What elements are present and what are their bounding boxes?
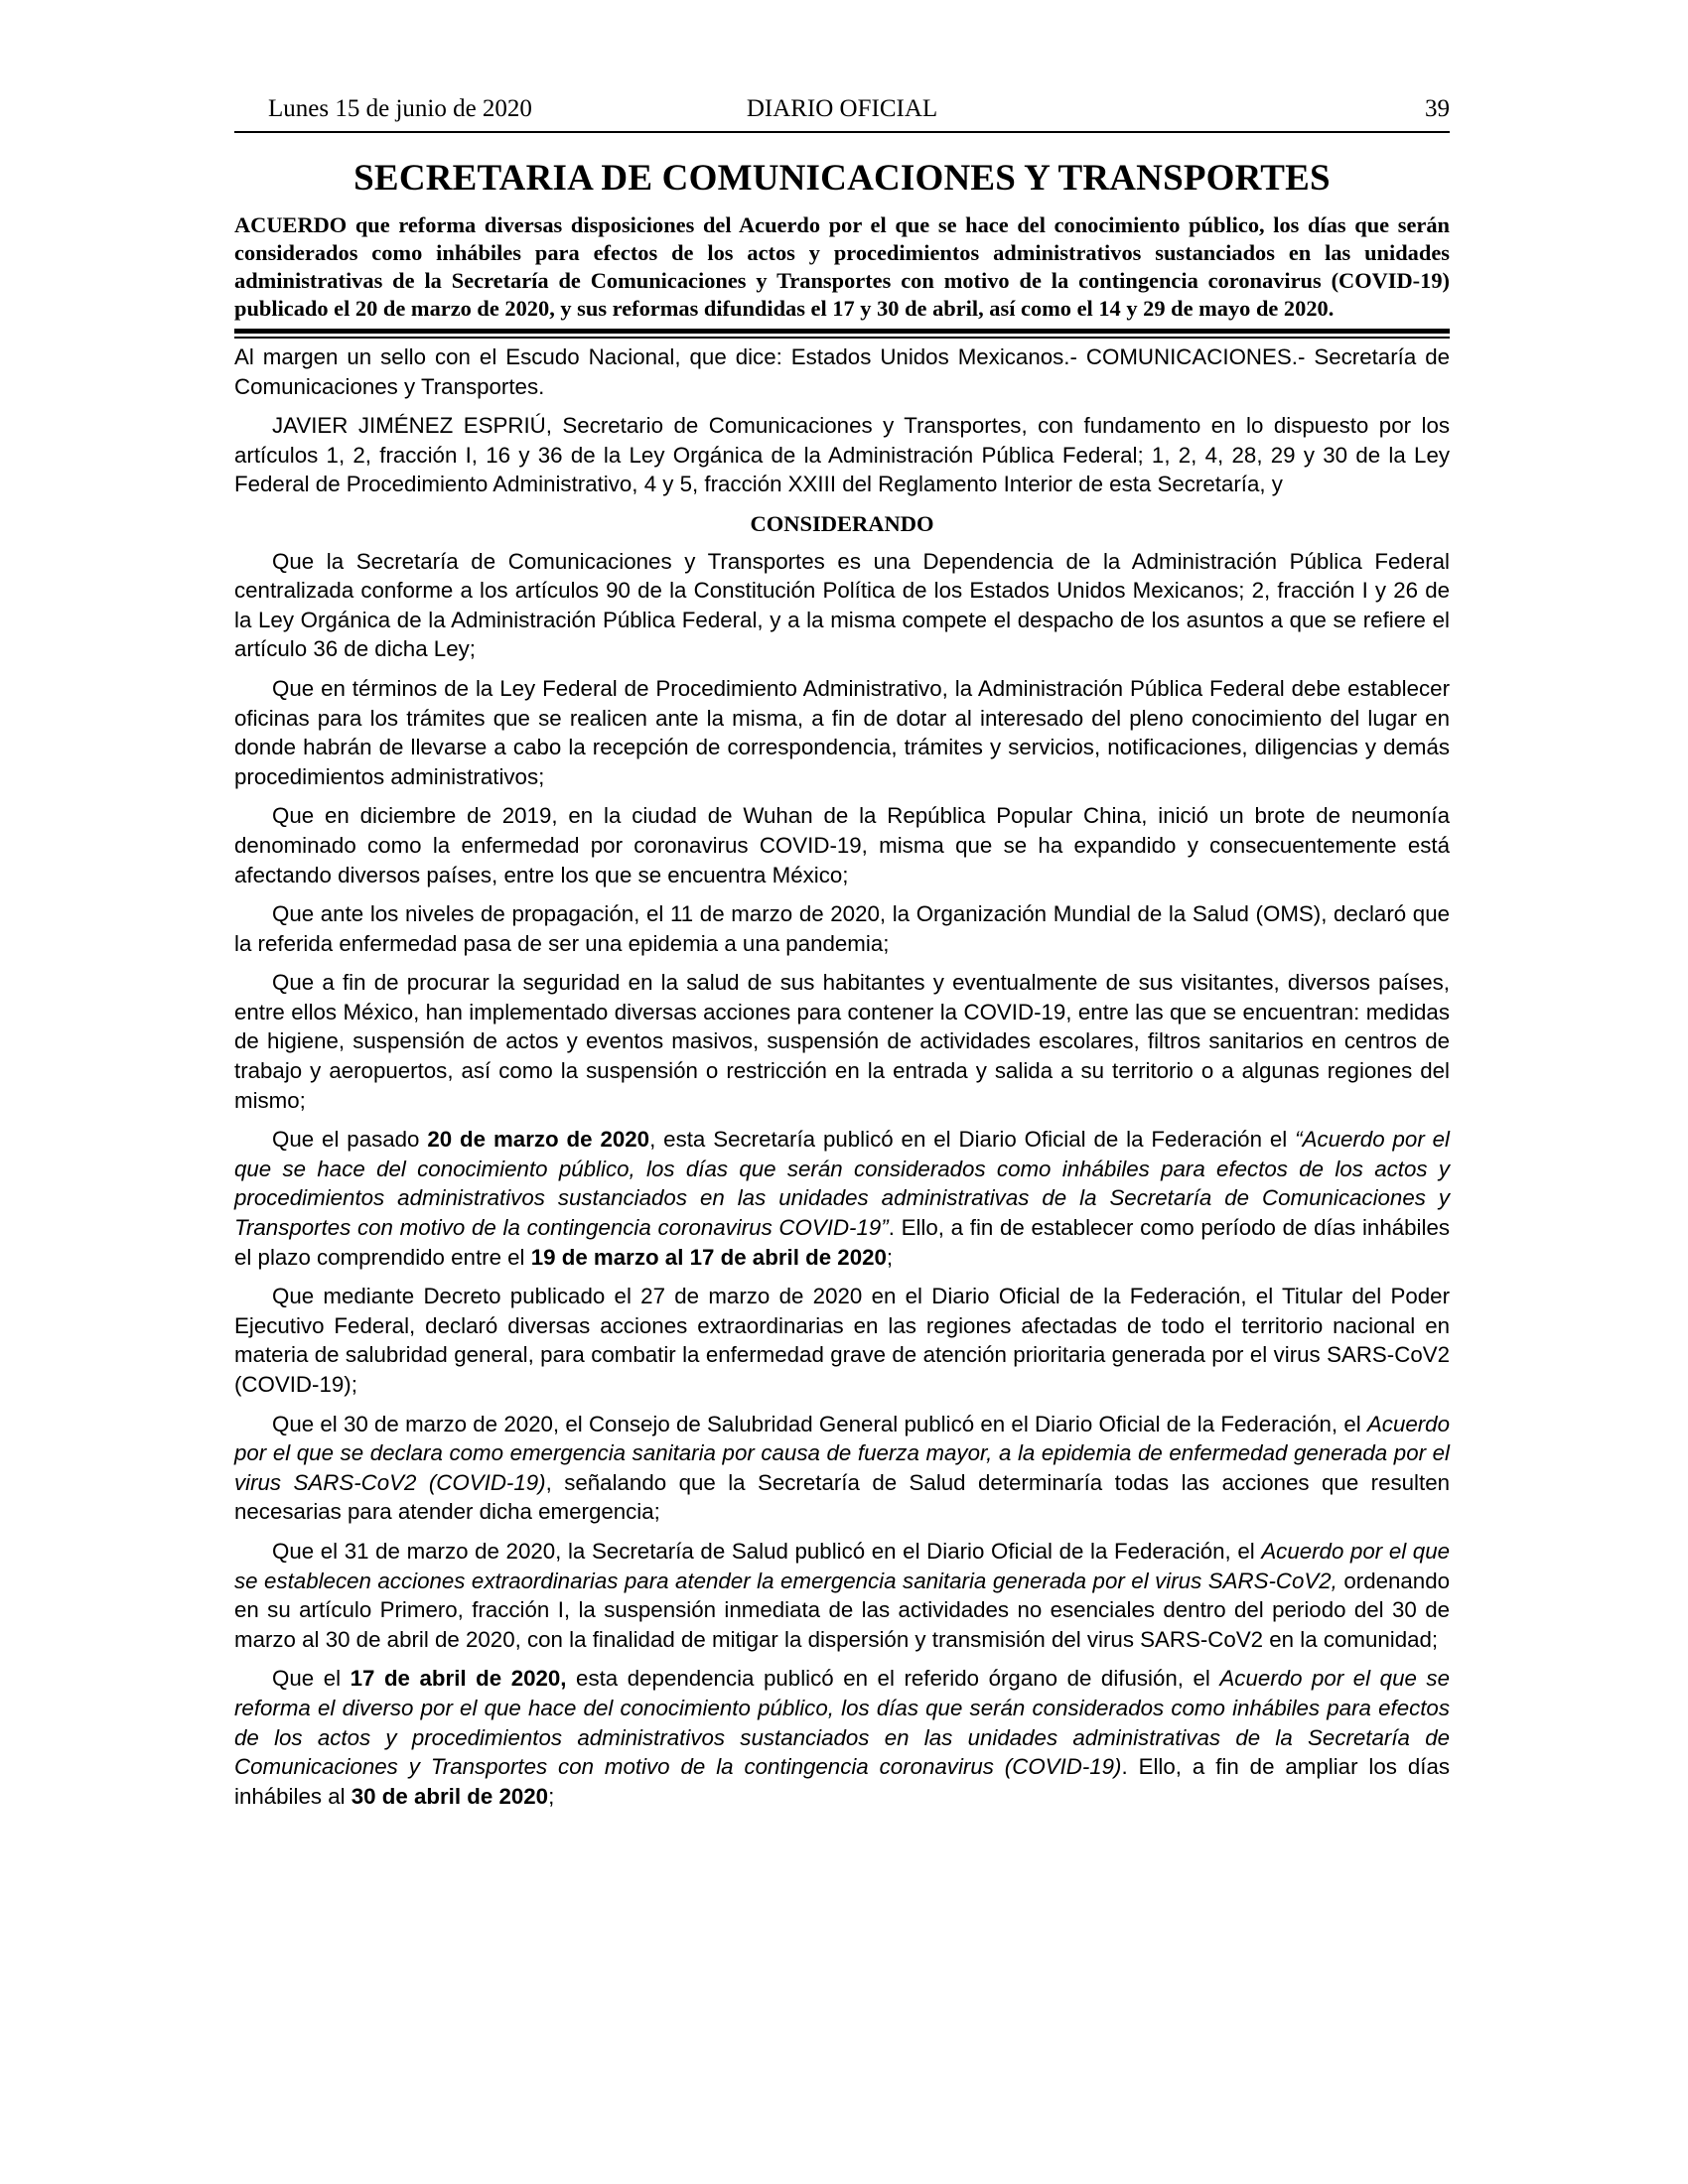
divider-thin — [234, 337, 1450, 339]
p6-text-g: ; — [886, 1244, 894, 1270]
p9-agreement-title: Acuerdo por el que se establecen acciones extraordinarias para atender la emergencia sanitaria generada por el virus SARS-CoV2, — [234, 1538, 1450, 1593]
p9-text-c: ordenando en su artículo Primero, fracción I, la suspensión inmediata de las actividades no esenciales dentro del periodo del 30 de marzo al 30 de abril de 2020, con la finalidad de mitigar la dispersión y transmisión del virus SARS-CoV2 en la comunidad; — [234, 1568, 1450, 1652]
p8-text-c: , señalando que la Secretaría de Salud determinaría todas las acciones que resulten necesarias para atender dicha emergencia; — [234, 1469, 1450, 1525]
p10-agreement-title: Acuerdo por el que se reforma el diverso por el que hace del conocimiento público, los días que serán considerados como inhábiles para efectos de los actos y procedimientos administrativos sustanciados en las unidades administrativas de la Secretaría de Comunicaciones y Transportes con motivo de la contingencia coronavirus (COVID-19) — [234, 1666, 1450, 1780]
p6-period-bold: 19 de marzo al 17 de abril de 2020 — [530, 1244, 887, 1270]
header-publication: DIARIO OFICIAL — [746, 95, 938, 122]
paragraph-10 — [234, 1664, 1450, 1811]
paragraph-2: Que en términos de la Ley Federal de Procedimiento Administrativo, la Administración Pública Federal debe establecer oficinas para los trámites que se realicen ante la misma, a fin de dotar al interesado del pleno conocimiento del lugar en donde habrán de llevarse a cabo la recepción de correspondencia, trámites y servicios, notificaciones, diligencias y demás procedimientos administrativos; — [234, 675, 1450, 789]
p6-text-e: . Ello, a fin de establecer como período de días inhábiles el plazo comprendido entre el — [234, 1215, 1450, 1270]
p6-date-bold: 20 de marzo de 2020 — [427, 1127, 650, 1153]
department-title: SECRETARIA DE COMUNICACIONES Y TRANSPORTES — [353, 158, 1331, 199]
paragraph-6 — [234, 1125, 1450, 1272]
document-body — [234, 342, 1450, 1811]
p8-text-a: Que el 30 de marzo de 2020, el Consejo de Salubridad General publicó en el Diario Oficial de la Federación, el — [272, 1411, 1367, 1436]
paragraph-9 — [234, 1537, 1450, 1654]
header-date: Lunes 15 de junio de 2020 — [268, 95, 532, 122]
considerando-heading: CONSIDERANDO — [750, 510, 934, 536]
paragraph-5: Que a fin de procurar la seguridad en la salud de sus habitantes y eventualmente de sus visitantes, diversos países, entre ellos México, han implementado diversas acciones para contener la COVID-19, entre las que se encuentran: medidas de higiene, suspensión de actos y eventos masivos, suspensión de actividades escolares, filtros sanitarios en centros de trabajo y aeropuertos, así como la suspensión o restricción en la entrada y salida a su territorio o a algunas regiones del mismo; — [234, 970, 1450, 1113]
p6-text-c: , esta Secretaría publicó en el Diario Oficial de la Federación el — [649, 1127, 1296, 1153]
p10-text-e: . Ello, a fin de ampliar los días inhábiles al — [234, 1754, 1450, 1809]
paragraph-8 — [234, 1410, 1450, 1527]
paragraph-3: Que en diciembre de 2019, en la ciudad de Wuhan de la República Popular China, inició un brote de neumonía denominado como la enfermedad por coronavirus COVID-19, misma que se ha expandido y consecuentemente está afectando diversos países, entre los que se encuentra México; — [234, 803, 1450, 887]
p10-text-a: Que el — [272, 1666, 351, 1692]
p9-text-a: Que el 31 de marzo de 2020, la Secretaría de Salud publicó en el Diario Oficial de la Federación, el — [272, 1538, 1262, 1564]
p10-text-g: ; — [548, 1783, 555, 1809]
paragraph-4: Que ante los niveles de propagación, el 11 de marzo de 2020, la Organización Mundial de la Salud (OMS), declaró que la referida enfermedad pasa de ser una epidemia a una pandemia; — [234, 901, 1450, 956]
p10-date-bold: 17 de abril de 2020, — [350, 1666, 567, 1692]
header-page-number: 39 — [1425, 95, 1450, 122]
paragraph-1: Que la Secretaría de Comunicaciones y Transportes es una Dependencia de la Administración Pública Federal centralizada conforme a los artículos 90 de la Constitución Política de los Estados Unidos Mexicanos; 2, fracción I y 26 de la Ley Orgánica de la Administración Pública Federal, y a la misma compete el despacho de los asuntos a que se refiere el artículo 36 de dicha Ley; — [234, 548, 1450, 662]
paragraph-7: Que mediante Decreto publicado el 27 de marzo de 2020 en el Diario Oficial de la Federación, el Titular del Poder Ejecutivo Federal, declaró diversas acciones extraordinarias en las regiones afectadas de todo el territorio nacional en materia de salubridad general, para combatir la enfermedad grave de atención prioritaria generada por el virus SARS-CoV2 (COVID-19); — [234, 1284, 1450, 1397]
p6-agreement-title: “Acuerdo por el que se hace del conocimiento público, los días que serán considerados como inhábiles para efectos de los actos y procedimientos administrativos sustanciados en las unidades administrativas de la Secretaría de Comunicaciones y Transportes con motivo de la contingencia coronavirus COVID-19” — [234, 1127, 1450, 1241]
running-header — [234, 91, 1450, 133]
seal-note: Al margen un sello con el Escudo Nacional, que dice: Estados Unidos Mexicanos.- COMUNICACIONES.- Secretaría de Comunicaciones y Transportes. — [234, 344, 1450, 399]
p10-text-c: esta dependencia publicó en el referido órgano de difusión, el — [566, 1666, 1220, 1692]
agreement-summary: ACUERDO que reforma diversas disposiciones del Acuerdo por el que se hace del conocimiento público, los días que serán considerados como inhábiles para efectos de los actos y procedimientos administrativos sustanciados en las unidades administrativas de la Secretaría de Comunicaciones y Transportes con motivo de la contingencia coronavirus (COVID-19) publicado el 20 de marzo de 2020, y sus reformas difundidas el 17 y 30 de abril, así como el 14 y 29 de mayo de 2020. — [234, 212, 1450, 321]
p10-date-end-bold: 30 de abril de 2020 — [351, 1783, 549, 1809]
p6-text-a: Que el pasado — [272, 1127, 428, 1153]
p8-agreement-title: Acuerdo por el que se declara como emergencia sanitaria por causa de fuerza mayor, a la epidemia de enfermedad generada por el virus SARS-CoV2 (COVID-19) — [234, 1411, 1450, 1495]
preamble-paragraph: JAVIER JIMÉNEZ ESPRIÚ, Secretario de Comunicaciones y Transportes, con fundamento en lo dispuesto por los artículos 1, 2, fracción I, 16 y 36 de la Ley Orgánica de la Administración Pública Federal; 1, 2, 4, 28, 29 y 30 de la Ley Federal de Procedimiento Administrativo, 4 y 5, fracción XXIII del Reglamento Interior de esta Secretaría, y — [234, 413, 1450, 497]
divider-thick — [234, 329, 1450, 334]
document-page — [234, 91, 1450, 1821]
